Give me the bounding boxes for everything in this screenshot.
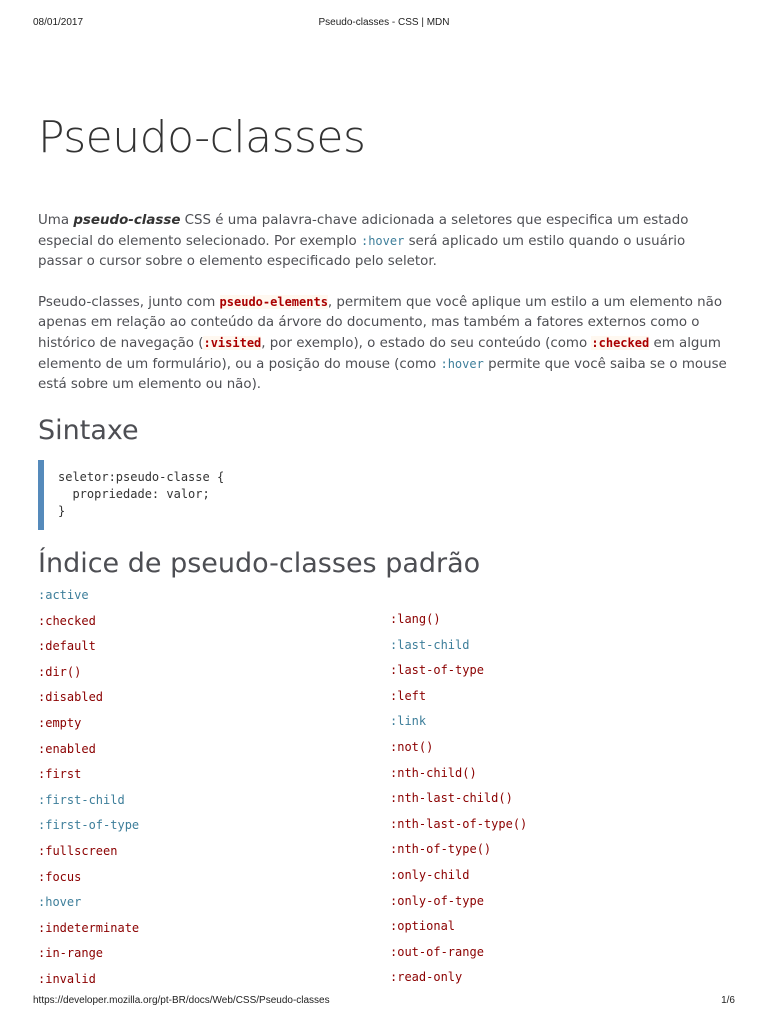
pseudo-class-link[interactable]: :only-of-type (390, 893, 484, 908)
pseudo-class-link[interactable]: :in-range (38, 946, 104, 961)
pseudo-class-link[interactable]: :empty (38, 715, 82, 730)
pseudo-class-link[interactable]: :read-only (390, 970, 463, 985)
syntax-code-block: seletor:pseudo-classe { propriedade: valor; } (38, 460, 728, 530)
pseudo-class-link[interactable]: :first-child (38, 792, 125, 807)
article-content (38, 112, 728, 987)
pseudo-class-link[interactable]: :first-of-type (38, 818, 140, 833)
pseudo-class-link[interactable]: :default (38, 639, 96, 654)
pseudo-class-link[interactable]: :active (38, 588, 89, 602)
index-item (38, 613, 139, 639)
pseudo-class-link[interactable]: :fullscreen (38, 843, 118, 858)
pseudo-class-link[interactable]: :last-of-type (390, 663, 484, 678)
index-item (390, 790, 527, 816)
index-item (38, 715, 139, 741)
index-item (390, 765, 527, 791)
pseudo-class-link[interactable]: :left (390, 688, 427, 703)
pseudo-class-link[interactable]: :nth-child() (390, 765, 477, 780)
index-item (38, 741, 139, 767)
syntax-heading: Sintaxe (38, 415, 139, 446)
index-item (390, 841, 527, 867)
index-item (38, 587, 139, 613)
pseudo-class-link[interactable]: :nth-last-child() (390, 791, 513, 806)
index-item (38, 689, 139, 715)
pseudo-class-link[interactable]: :link (390, 714, 427, 729)
index-item (390, 816, 527, 842)
code-link-checked[interactable]: :checked (591, 336, 650, 350)
index-item (390, 944, 527, 970)
text-span: em algum elemento de um formulário), ou a posição do mouse (como (38, 336, 721, 372)
text-span: , permitem que você aplique um estilo a um elemento não apenas em relação ao conteúdo da árvore do documento, mas também a fatores externos como o histórico de navegação ( (38, 295, 723, 351)
index-item (38, 664, 139, 690)
pseudo-class-link[interactable]: :dir() (38, 664, 82, 679)
index-item (38, 766, 139, 792)
pseudo-class-link[interactable]: :only-child (390, 867, 470, 882)
index-item (390, 637, 527, 663)
pseudo-class-link[interactable]: :hover (38, 895, 82, 910)
code-link-hover-2[interactable]: :hover (440, 357, 484, 371)
index-item (38, 894, 139, 920)
pseudo-class-link[interactable]: :optional (390, 919, 456, 934)
pseudo-class-link[interactable]: :invalid (38, 971, 96, 986)
pseudo-class-link[interactable]: :checked (38, 613, 96, 628)
index-item (38, 817, 139, 843)
index-item (38, 945, 139, 971)
text-span: será aplicado um estilo quando o usuário passar o cursor sobre o elemento especificado pelo seletor. (38, 234, 686, 269)
text-span: permite que você saiba se o mouse está sobre um elemento ou não). (38, 357, 727, 392)
index-item (390, 688, 527, 714)
index-item (390, 739, 527, 765)
print-url: https://developer.mozilla.org/pt-BR/docs/Web/CSS/Pseudo-classes (33, 995, 330, 1006)
pseudo-class-link[interactable]: :focus (38, 869, 82, 884)
index-item (390, 662, 527, 688)
index-item (38, 971, 139, 997)
intro-paragraph-2 (38, 292, 728, 395)
index-item (390, 918, 527, 944)
text-span: , por exemplo), o estado do seu conteúdo (como (261, 336, 592, 351)
pseudo-class-link[interactable]: :out-of-range (390, 944, 484, 959)
index-column-right (390, 611, 527, 995)
text-span: Uma (38, 213, 74, 228)
index-item (38, 869, 139, 895)
code-link-visited[interactable]: :visited (203, 336, 262, 350)
emphasis-pseudo-classe: pseudo-classe (73, 213, 181, 228)
pseudo-class-index (38, 587, 728, 987)
pseudo-class-link[interactable]: :lang() (390, 612, 441, 626)
text-span: Pseudo-classes, junto com (38, 295, 220, 310)
code-link-pseudo-elements[interactable]: pseudo-elements (219, 295, 328, 309)
pseudo-class-link[interactable]: :disabled (38, 690, 104, 705)
index-item (390, 713, 527, 739)
index-item (38, 792, 139, 818)
index-item (38, 638, 139, 664)
index-item (38, 843, 139, 869)
print-date: 08/01/2017 (33, 17, 84, 28)
index-item (38, 920, 139, 946)
index-item (390, 893, 527, 919)
index-heading: Índice de pseudo-classes padrão (38, 548, 481, 579)
print-doc-title: Pseudo-classes - CSS | MDN (318, 17, 450, 28)
intro-paragraph-1 (38, 211, 728, 272)
index-column-left (38, 587, 139, 997)
code-link-hover[interactable]: :hover (360, 234, 405, 248)
pseudo-class-link[interactable]: :first (38, 767, 82, 782)
index-item (390, 611, 527, 637)
page-title: Pseudo-classes (38, 112, 366, 163)
pseudo-class-link[interactable]: :nth-of-type() (390, 842, 492, 857)
index-item (390, 867, 527, 893)
pseudo-class-link[interactable]: :nth-last-of-type() (390, 816, 528, 831)
pseudo-class-link[interactable]: :enabled (38, 741, 96, 756)
index-item (390, 969, 527, 995)
pseudo-class-link[interactable]: :indeterminate (38, 920, 140, 935)
print-page-number: 1/6 (721, 995, 735, 1006)
text-span: CSS é uma palavra-chave adicionada a seletores que especifica um estado especial do elemento selecionado. Por exemplo (38, 213, 689, 249)
pseudo-class-link[interactable]: :not() (390, 739, 434, 754)
pseudo-class-link[interactable]: :last-child (390, 637, 470, 652)
